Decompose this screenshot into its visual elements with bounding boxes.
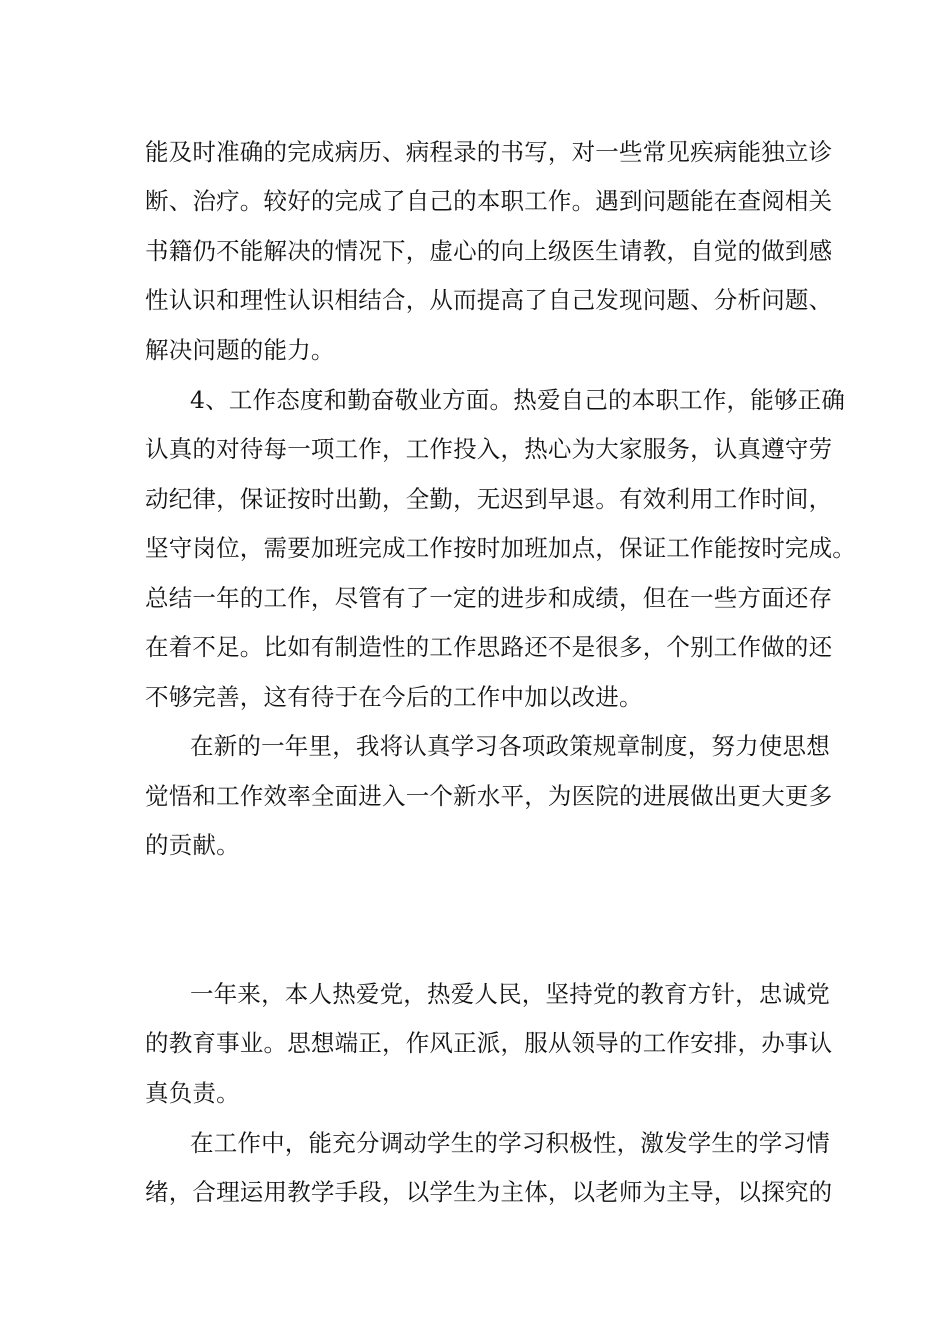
text-line: 的教育事业。思想端正，作风正派，服从领导的工作安排，办事认 <box>145 1029 833 1057</box>
text-line: 在新的一年里，我将认真学习各项政策规章制度，努力使思想 <box>190 732 830 760</box>
text-line: 在工作中，能充分调动学生的学习积极性，激发学生的学习情 <box>190 1129 830 1157</box>
text-line: 性认识和理性认识相结合，从而提高了自己发现问题、分析问题、 <box>145 286 833 314</box>
text-line: 能及时准确的完成病历、病程录的书写，对一些常见疾病能独立诊 <box>145 138 833 166</box>
text-line: 真负责。 <box>145 1079 240 1107</box>
text-line: 坚守岗位，需要加班完成工作按时加班加点，保证工作能按时完成。 <box>145 534 856 562</box>
text-line: 书籍仍不能解决的情况下，虚心的向上级医生请教，自觉的做到感 <box>145 237 833 265</box>
text-line: 4、工作态度和勤奋敬业方面。热爱自己的本职工作，能够正确 <box>190 386 846 414</box>
text-line: 解决问题的能力。 <box>145 336 335 364</box>
text-line: 认真的对待每一项工作，工作投入，热心为大家服务，认真遵守劳 <box>145 435 833 463</box>
text-line: 不够完善，这有待于在今后的工作中加以改进。 <box>145 683 643 711</box>
text-line: 觉悟和工作效率全面进入一个新水平，为医院的进展做出更大更多 <box>145 782 833 810</box>
text-line: 断、治疗。较好的完成了自己的本职工作。遇到问题能在查阅相关 <box>145 187 833 215</box>
text-line: 绪，合理运用教学手段，以学生为主体，以老师为主导，以探究的 <box>145 1178 833 1206</box>
text-line: 的贡献。 <box>145 831 240 859</box>
text-line: 在着不足。比如有制造性的工作思路还不是很多，个别工作做的还 <box>145 633 833 661</box>
text-line: 总结一年的工作，尽管有了一定的进步和成绩，但在一些方面还存 <box>145 584 833 612</box>
text-line: 动纪律，保证按时出勤，全勤，无迟到早退。有效利用工作时间， <box>145 485 833 513</box>
text-line: 一年来，本人热爱党，热爱人民，坚持党的教育方针，忠诚党 <box>190 980 830 1008</box>
